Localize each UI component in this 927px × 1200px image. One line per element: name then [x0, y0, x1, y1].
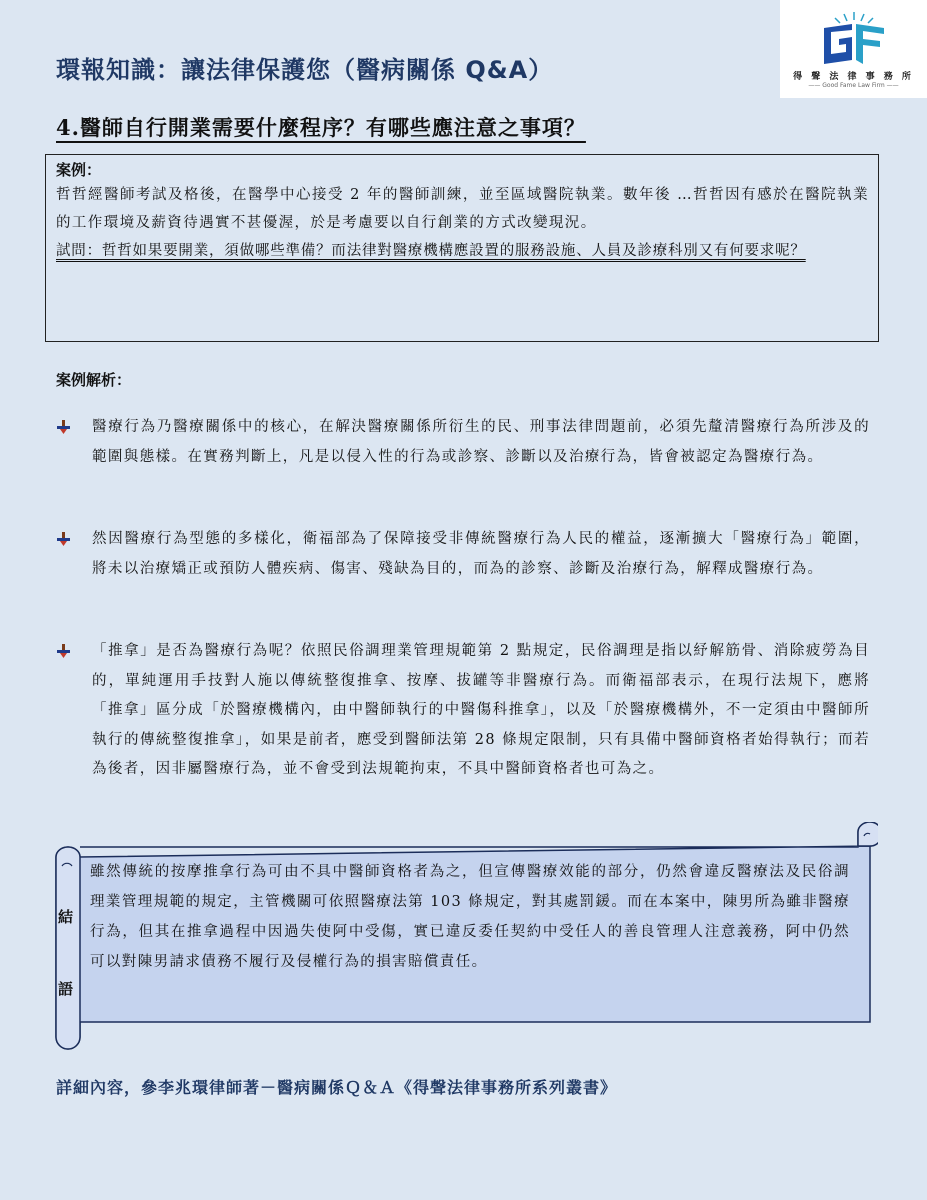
analysis-bullet-text: 然因醫療行為型態的多樣化，衛福部為了保障接受非傳統醫療行為人民的權益，逐漸擴大「醫療行為」範圍，將未以治療矯正或預防人體疾病、傷害、殘缺為目的，而為的診察、診斷及治療行為，解釋成醫療行為。 [92, 531, 870, 577]
case-question: 試問：哲哲如果要開業，須做哪些準備？而法律對醫療機構應設置的服務設施、人員及診療科別又有何要求呢？ [56, 243, 806, 259]
firm-logo [780, 0, 927, 98]
analysis-bullet-text: 醫療行為乃醫療關係中的核心，在解決醫療關係所衍生的民、刑事法律問題前，必須先釐清醫療行為所涉及的範圍與態樣。在實務判斷上，凡是以侵入性的行為或診察、診斷以及治療行為，皆會被認定為醫療行為。 [92, 419, 870, 465]
arrow-plus-icon [56, 643, 72, 659]
arrow-plus-icon [56, 531, 72, 547]
footer-reference: 詳細內容，參李兆環律師著－醫病關係Ｑ＆Ａ《得聲法律事務所系列叢書》 [56, 1078, 618, 1097]
logo-subtitle: —— Good Fame Law Firm —— [808, 82, 899, 89]
section-heading: 4.醫師自行開業需要什麼程序？有哪些應注意之事項？ [56, 115, 586, 140]
case-body: 哲哲經醫師考試及格後，在醫學中心接受 2 年的醫師訓練，並至區域醫院執業。數年後 …哲哲因有感於在醫院執業的工作環境及薪資待遇實不甚優渥，於是考慮要以自行創業的方式改變現況。 [56, 187, 869, 231]
logo-mark-icon [818, 10, 890, 68]
analysis-bullet [56, 413, 870, 472]
conclusion-label-top: 結 [58, 908, 74, 926]
conclusion-scroll [50, 822, 878, 1052]
conclusion-text: 雖然傳統的按摩推拿行為可由不具中醫師資格者為之，但宣傳醫療效能的部分，仍然會違反醫療法及民俗調理業管理規範的規定，主管機關可依照醫療法第 103 條規定，對其處罰鍰。而在本案中，陳男所為雖非醫療行為，但其在推拿過程中因過失使阿中受傷，實已違反委任契約中受任人的善良管理人注意義務，阿中仍然可以對陳男請求債務不履行及侵權行為的損害賠償責任。 [90, 864, 850, 970]
analysis-bullet [56, 525, 870, 584]
case-box [45, 154, 879, 342]
analysis-label: 案例解析： [56, 371, 132, 389]
arrow-plus-icon [56, 419, 72, 435]
logo-firm-name: 得 聲 法 律 事 務 所 [793, 72, 914, 82]
analysis-bullet-text: 「推拿」是否為醫療行為呢？依照民俗調理業管理規範第 2 點規定，民俗調理是指以紓解筋骨、消除疲勞為目的，單純運用手技對人施以傳統整復推拿、按摩、拔罐等非醫療行為。而衛福部表示，在現行法規下，應將「推拿」區分成「於醫療機構內，由中醫師執行的中醫傷科推拿」，以及「於醫療機構外，不一定須由中醫師所執行的傳統整復推拿」，如果是前者，應受到醫師法第 28 條規定限制，只有具備中醫師資格者始得執行；而若為後者，因非屬醫療行為，並不會受到法規範拘束，不具中醫師資格者也可為之。 [92, 643, 870, 777]
page-title: 環報知識：讓法律保護您（醫病關係 Q&A） [56, 56, 554, 84]
conclusion-label-bottom: 語 [58, 980, 74, 998]
case-label: 案例： [56, 161, 102, 179]
analysis-bullet [56, 637, 870, 785]
